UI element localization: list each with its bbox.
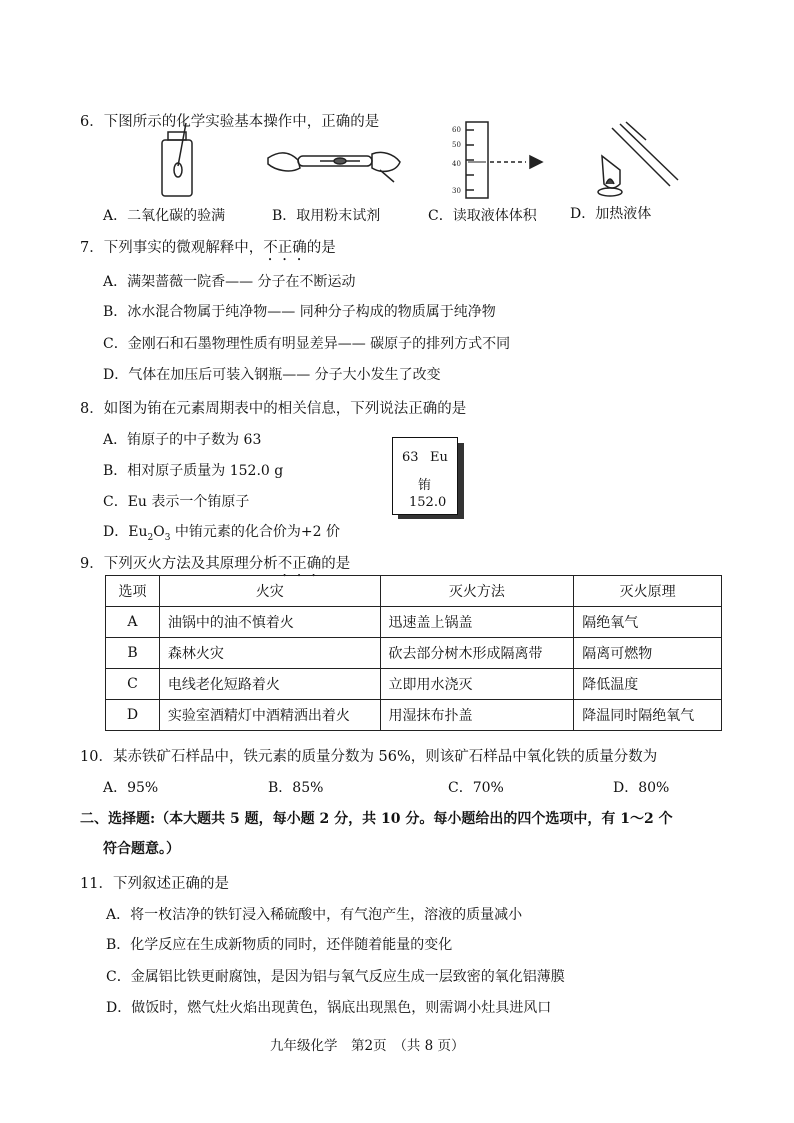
cell-option: D (106, 700, 160, 731)
cell-principle: 降温同时隔绝氧气 (574, 700, 722, 731)
q10-stem: 10．某赤铁矿石样品中，铁元素的质量分数为 56%，则该矿石样品中氧化铁的质量分数为 (80, 749, 658, 765)
powder-tube-icon (268, 152, 400, 182)
q6-option-c: C．读取液体体积 (428, 208, 537, 224)
q7-stem: 7．下列事实的微观解释中，不正确的是 (80, 240, 336, 256)
cell-principle: 降低温度 (574, 669, 722, 700)
q11-stem: 11．下列叙述正确的是 (80, 876, 229, 892)
q7-option-a: A．满架蔷薇一院香—— 分子在不断运动 (103, 274, 356, 290)
q11-option-a: A．将一枚洁净的铁钉浸入稀硫酸中，有气泡产生，溶液的质量减小 (106, 907, 523, 923)
cell-method: 立即用水浇灭 (380, 669, 574, 700)
q8-stem: 8．如图为铕在元素周期表中的相关信息，下列说法正确的是 (80, 401, 467, 417)
q8-option-a: A．铕原子的中子数为 63 (103, 432, 262, 448)
q6-stem: 6．下图所示的化学实验基本操作中，正确的是 (80, 114, 380, 130)
table-row (106, 669, 722, 700)
q8-option-c: C．Eu 表示一个铕原子 (103, 494, 250, 510)
section2-heading-line2: 符合题意。） (103, 841, 180, 857)
q6-option-d: D．加热液体 (570, 206, 652, 222)
q8-option-b: B．相对原子质量为 152.0 g (103, 463, 284, 479)
tick-40: 40 (452, 160, 461, 168)
cell-principle: 隔离可燃物 (574, 638, 722, 669)
cell-fire: 实验室酒精灯中酒精洒出着火 (159, 700, 380, 731)
cell-option: A (106, 607, 160, 638)
element-name: 铕 (418, 478, 432, 493)
page-footer: 九年级化学 第2页 （共 8 页） (270, 1038, 465, 1054)
header-option: 选项 (106, 576, 160, 607)
q6-figures (150, 118, 710, 208)
element-tile (392, 437, 458, 515)
q10-option-a: A．95% (103, 780, 159, 796)
q7-option-b: B．冰水混合物属于纯净物—— 同种分子构成的物质属于纯净物 (103, 304, 496, 320)
table-row (106, 607, 722, 638)
table-row (106, 638, 722, 669)
header-principle: 灭火原理 (574, 576, 722, 607)
cell-fire: 油锅中的油不慎着火 (159, 607, 380, 638)
cell-method: 砍去部分树木形成隔离带 (380, 638, 574, 669)
fire-table (105, 575, 722, 731)
q9-stem: 9．下列灭火方法及其原理分析不正确的是 (80, 556, 351, 572)
gas-bottle-icon (162, 123, 192, 196)
element-symbol: Eu (430, 450, 448, 465)
tick-50: 50 (452, 141, 461, 149)
cell-option: B (106, 638, 160, 669)
cell-method: 迅速盖上锅盖 (380, 607, 574, 638)
q10-option-d: D．80% (613, 780, 670, 796)
cell-principle: 隔绝氧气 (574, 607, 722, 638)
table-row (106, 700, 722, 731)
q11-option-c: C．金属铝比铁更耐腐蚀，是因为铝与氧气反应生成一层致密的氧化铝薄膜 (106, 969, 565, 985)
heating-liquid-icon (598, 122, 678, 196)
q6-option-b: B．取用粉末试剂 (272, 208, 381, 224)
q10-option-b: B．85% (268, 780, 324, 796)
q6-option-a: A．二氧化碳的验满 (103, 208, 226, 224)
q11-option-d: D．做饭时，燃气灶火焰出现黄色，锅底出现黑色，则需调小灶具进风口 (106, 1000, 552, 1016)
q8-option-d: D．$Eu_2O_3$ 中铕元素的化合价为+2 价 (103, 524, 340, 543)
element-mass: 152.0 (409, 495, 447, 510)
header-method: 灭火方法 (380, 576, 574, 607)
cell-option: C (106, 669, 160, 700)
q7-option-d: D．气体在加压后可装入钢瓶—— 分子大小发生了改变 (103, 367, 441, 383)
q7-option-c: C．金刚石和石墨物理性质有明显差异—— 碳原子的排列方式不同 (103, 336, 511, 352)
tick-60: 60 (452, 126, 461, 134)
element-number: 63 (402, 450, 419, 465)
table-header-row (106, 576, 722, 607)
section2-heading-line1: 二、选择题:（本大题共 5 题，每小题 2 分，共 10 分。每小题给出的四个选项中，有 1～2 个 (80, 811, 673, 827)
header-fire: 火灾 (159, 576, 380, 607)
cylinder-tick-labels (452, 118, 482, 198)
cell-fire: 电线老化短路着火 (159, 669, 380, 700)
q11-option-b: B．化学反应在生成新物质的同时，还伴随着能量的变化 (106, 937, 453, 953)
cell-method: 用湿抹布扑盖 (380, 700, 574, 731)
q10-option-c: C．70% (448, 780, 504, 796)
tick-30: 30 (452, 187, 461, 195)
cell-fire: 森林火灾 (159, 638, 380, 669)
